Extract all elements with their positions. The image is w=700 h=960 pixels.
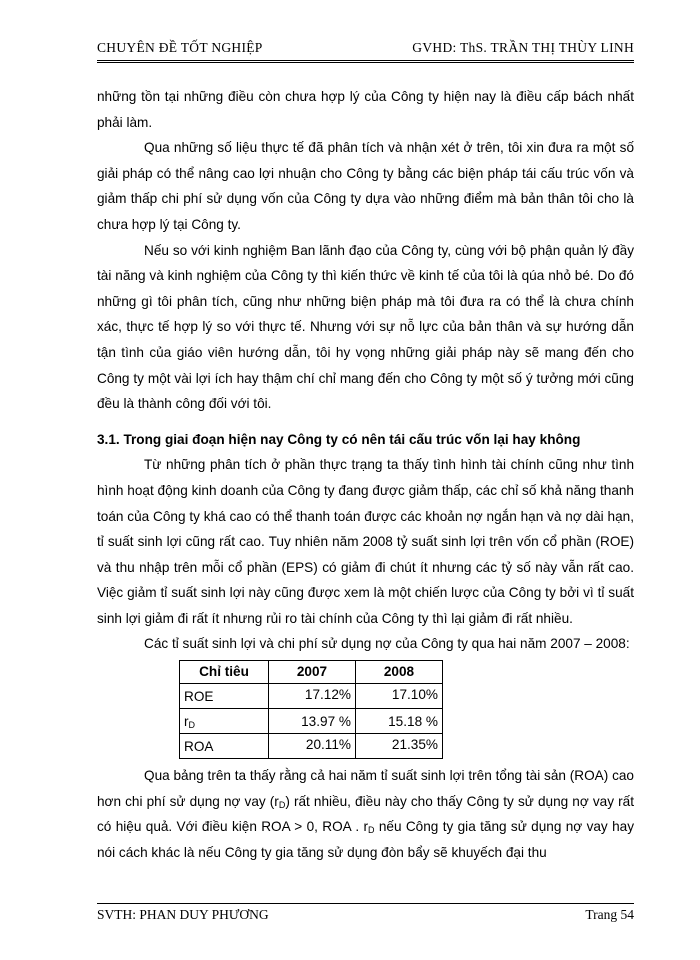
table-cell-2008: 15.18 % (356, 709, 443, 734)
header-advisor: GVHD: ThS. TRẦN THỊ THÙY LINH (412, 40, 634, 55)
table-header-indicator: Chỉ tiêu (180, 661, 269, 684)
section-heading: 3.1. Trong giai đoạn hiện nay Công ty có nên tái cấu trúc vốn lại hay không (97, 431, 581, 447)
table-header-2007: 2007 (269, 661, 356, 684)
table-cell-2007: 20.11% (269, 734, 356, 759)
paragraph-4: Từ những phân tích ở phần thực trạng ta thấy tình hình tài chính cũng như tình hình hoạt động kinh doanh của Công ty đang được giảm thấp, các chỉ số khả năng thanh toán của Công ty khá cao có thể thanh toán được các khoản nợ ngắn hạn và nợ dài hạn, tỉ suất sinh lợi cũng rất cao. Tuy nhiên năm 2008 tỷ suất sinh lợi trên vốn cổ phần (ROE) và thu nhập trên mỗi cổ phần (EPS) có giảm đi chút ít nhưng các tỷ số này vẫn rất cao. Việc giảm tỉ suất sinh lợi này cũng được xem là một chiến lược của Công ty bởi vì tỉ suất sinh lợi giảm đi rất ít nhưng rủi ro tài chính của Công ty thì lại giảm đi rất nhiều. (97, 457, 634, 626)
document-body (97, 84, 634, 865)
page-footer (97, 903, 634, 922)
ratio-table (179, 660, 443, 759)
table-row (180, 684, 443, 709)
table-cell-name: $r_D$ (180, 709, 269, 734)
page-number: Trang 54 (585, 907, 634, 922)
table-cell-name: ROA (180, 734, 269, 759)
table-cell-2008: 17.10% (356, 684, 443, 709)
table-header-2008: 2008 (356, 661, 443, 684)
table-row (180, 734, 443, 759)
paragraph-5: Các tỉ suất sinh lợi và chi phí sử dụng nợ của Công ty qua hai năm 2007 – 2008: (144, 636, 630, 652)
table-cell-2007: 13.97 % (269, 709, 356, 734)
header-thesis-title: CHUYÊN ĐỀ TỐT NGHIỆP (97, 40, 263, 55)
footer-student: SVTH: PHAN DUY PHƯƠNG (97, 907, 269, 922)
table-row (180, 709, 443, 734)
paragraph-3: Nếu so với kinh nghiệm Ban lãnh đạo của Công ty, cùng với bộ phận quản lý đầy tài năng và kinh nghiệm của Công ty thì kiến thức về kinh tế của tôi là qúa nhỏ bé. Do đó những gì tôi phân tích, cũng như những biện pháp mà tôi đưa ra có thể là chưa chính xác, thực tế hợp lý so với thực tế. Nhưng với sự nỗ lực của bản thân và sự hướng dẫn tận tình của giáo viên hướng dẫn, tôi hy vọng những giải pháp này sẽ mang đến cho Công ty một vài lợi ích hay thậm chí chỉ mang đến cho Công ty một số ý tưởng mới cũng đều là thành công đối với tôi. (97, 242, 634, 412)
paragraph-6: Qua bảng trên ta thấy rằng cả hai năm tỉ suất sinh lợi trên tổng tài sản (ROA) cao hơn chi phí sử dụng nợ vay $(r_D)$ rất nhiều, điều này cho thấy Công ty sử dụng nợ vay rất có hiệu quả. Với điều kiện ROA > 0, ROA . $r_D$ nếu Công ty gia tăng sử dụng nợ vay hay nói cách khác là nếu Công ty gia tăng sử dụng đòn bẩy sẽ khuyếch đại thu (97, 768, 634, 860)
paragraph-1: những tồn tại những điều còn chưa hợp lý của Công ty hiện nay là điều cấp bách nhất phải làm. (97, 89, 634, 130)
table-header-row (180, 661, 443, 684)
page-header (97, 38, 634, 63)
paragraph-2: Qua những số liệu thực tế đã phân tích và nhận xét ở trên, tôi xin đưa ra một số giải pháp có thể nâng cao lợi nhuận cho Công ty bằng các biện pháp tái cấu trúc vốn và giảm thấp chi phí sử dụng vốn của Công ty dựa vào những điểm mà bản thân tôi cho là chưa hợp lý tại Công ty. (97, 140, 634, 232)
table-cell-name: ROE (180, 684, 269, 709)
table-cell-2008: 21.35% (356, 734, 443, 759)
table-cell-2007: 17.12% (269, 684, 356, 709)
